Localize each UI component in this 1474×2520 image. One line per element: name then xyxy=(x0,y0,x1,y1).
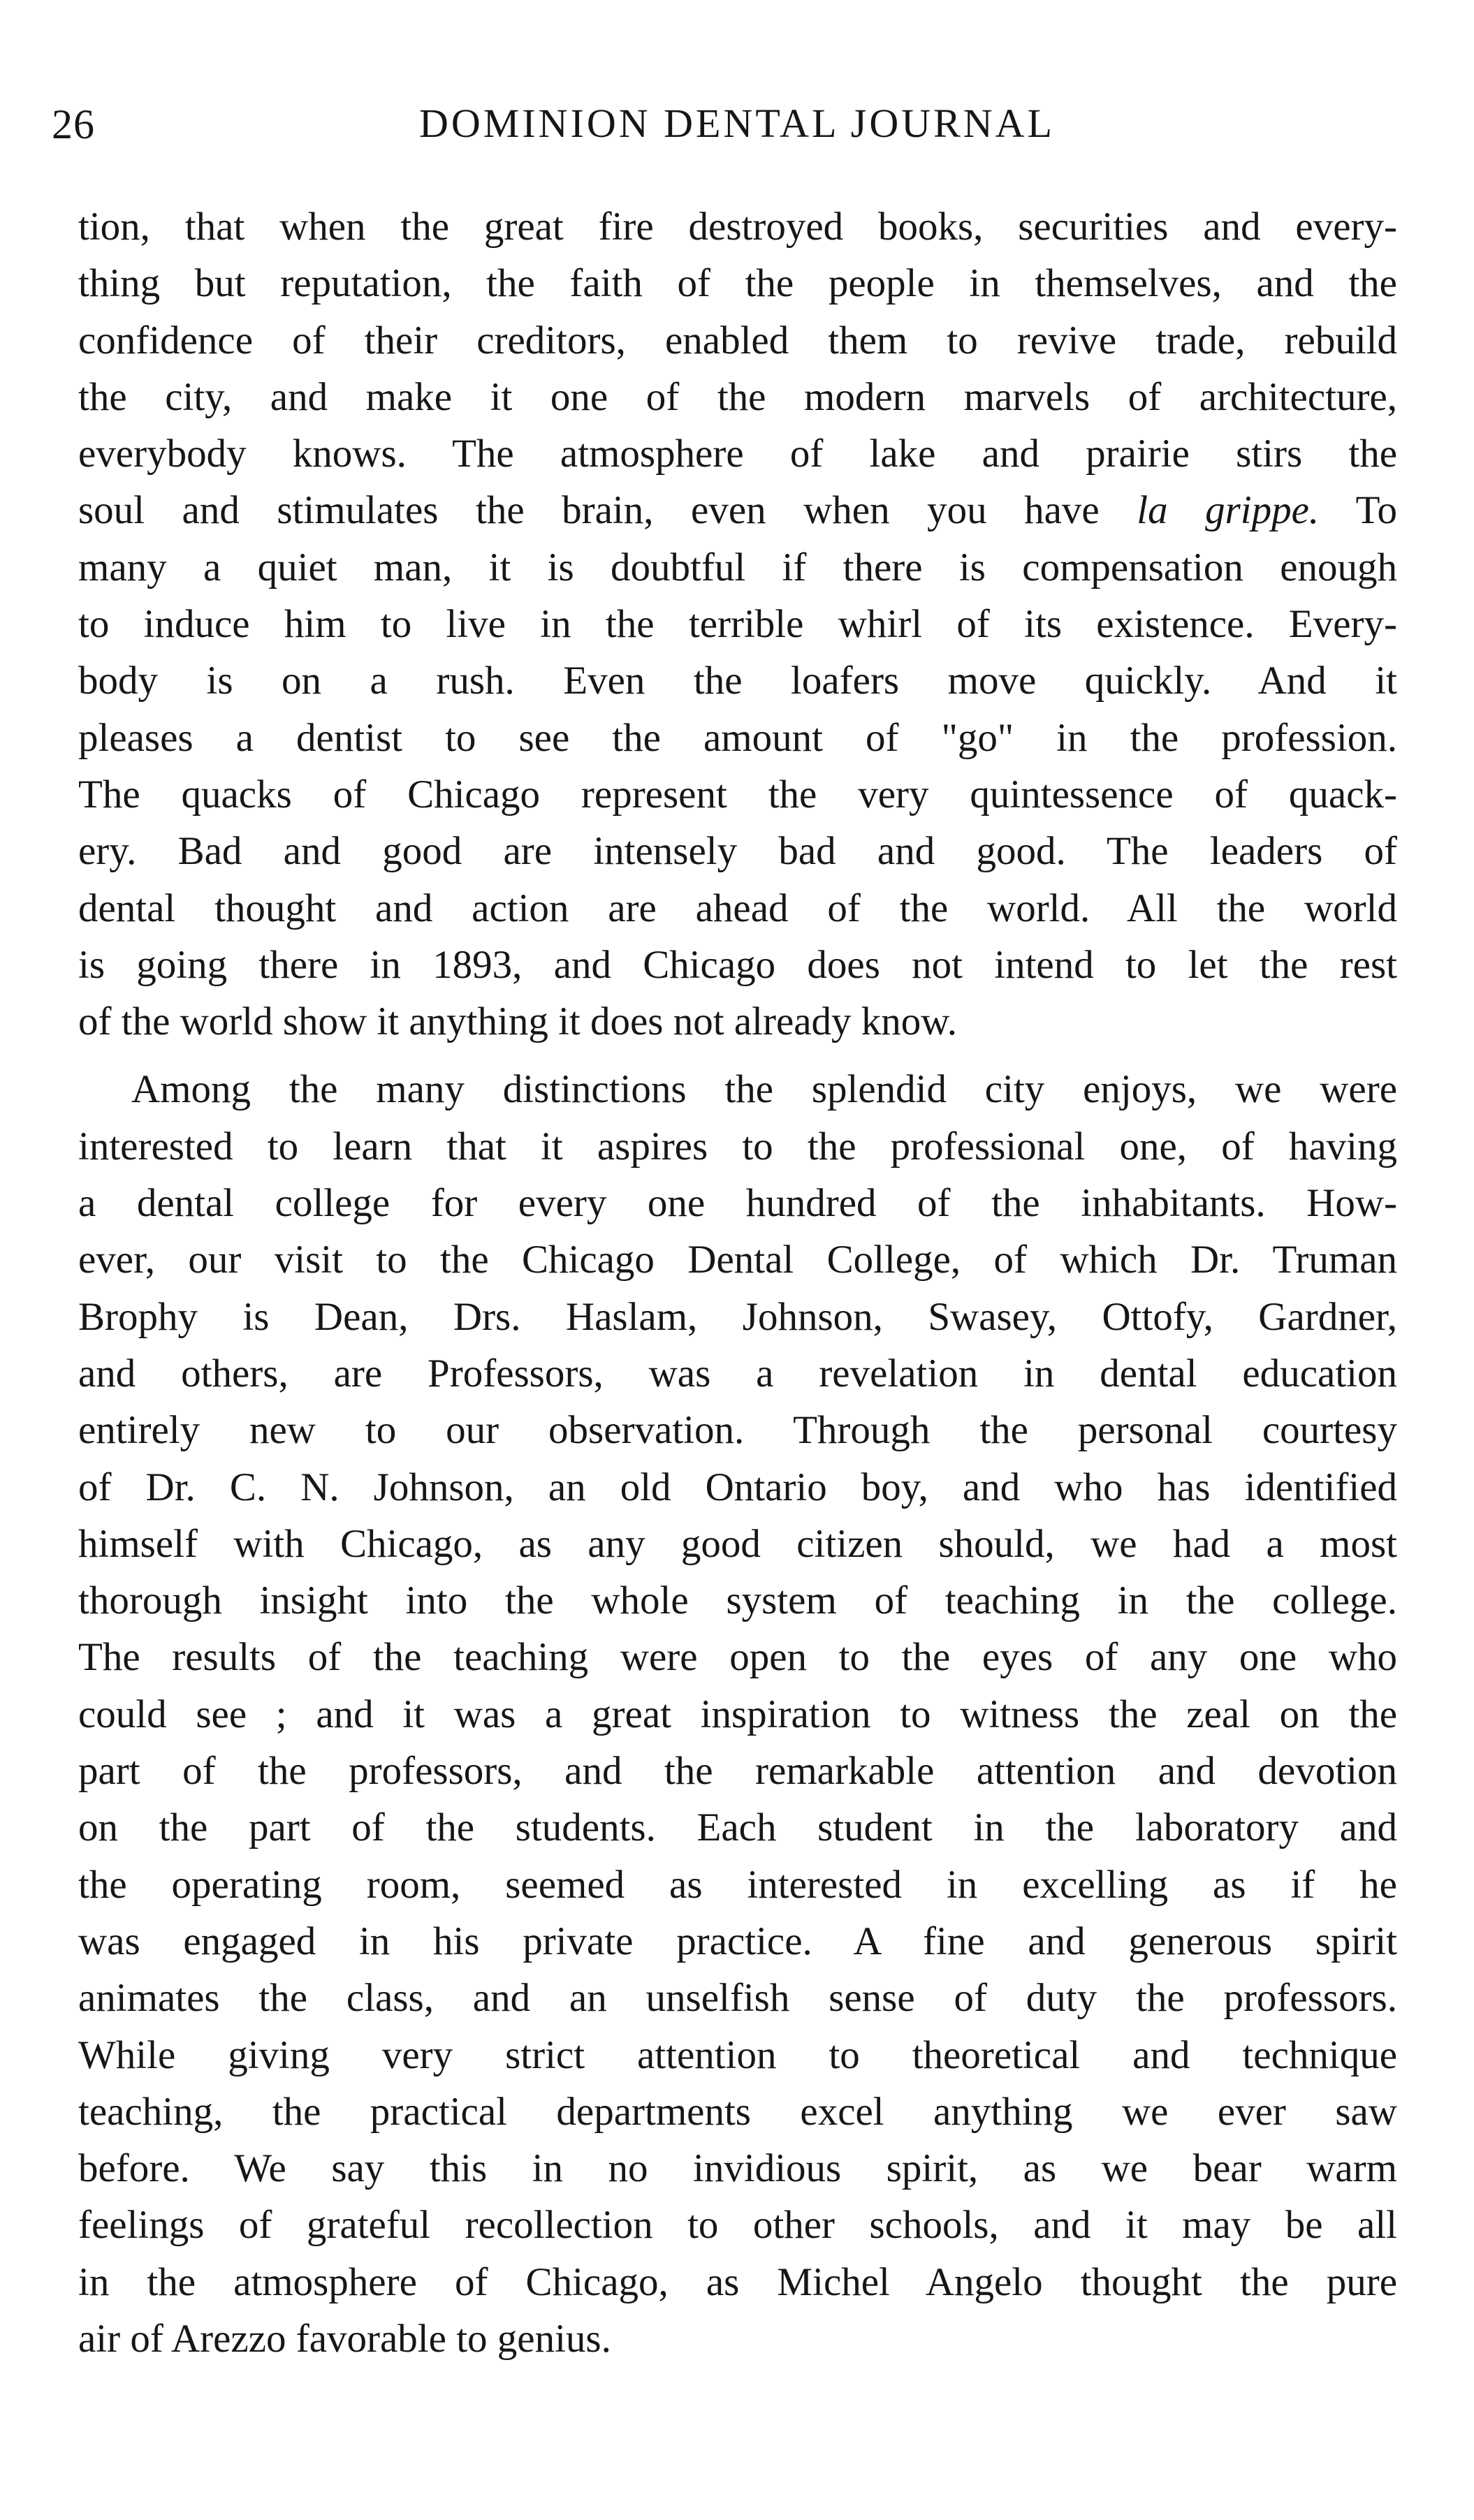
text-line: is going there in 1893, and Chicago does not intend to let the rest xyxy=(78,942,1397,987)
running-title: DOMINION DENTAL JOURNAL xyxy=(418,101,1055,146)
text-line: thing but reputation, the faith of the people in themselves, and the xyxy=(78,261,1397,306)
text-line: himself with Chicago, as any good citizen should, we had a most xyxy=(78,1521,1397,1566)
text-line: to induce him to live in the terrible whirl of its existence. Every- xyxy=(78,602,1397,647)
text-line: confidence of their creditors, enabled them to revive trade, rebuild xyxy=(78,318,1397,362)
text-line: The quacks of Chicago represent the very quintessence of quack- xyxy=(78,772,1397,816)
text-line: pleases a dentist to see the amount of "go" in the profession. xyxy=(78,715,1397,760)
text-line: was engaged in his private practice. A fine and generous spirit xyxy=(78,1919,1397,1963)
text-line: the city, and make it one of the modern marvels of architecture, xyxy=(78,374,1397,419)
text-line: teaching, the practical departments excel anything we ever saw xyxy=(78,2089,1397,2134)
text-line: body is on a rush. Even the loafers move quickly. And it xyxy=(78,659,1397,703)
text-line: feelings of grateful recollection to other schools, and it may be all xyxy=(78,2203,1397,2248)
text-line: and others, are Professors, was a revelation in dental education xyxy=(78,1351,1397,1395)
text-line xyxy=(78,482,1397,539)
text-line: ever, our visit to the Chicago Dental College, of which Dr. Truman xyxy=(78,1238,1397,1282)
text-line: could see ; and it was a great inspiration to witness the zeal on the xyxy=(78,1692,1397,1736)
text-line: Brophy is Dean, Drs. Haslam, Johnson, Swasey, Ottofy, Gardner, xyxy=(78,1294,1397,1339)
italic-phrase: la grippe. xyxy=(1137,488,1320,533)
text-line: entirely new to our observation. Through the personal courtesy xyxy=(78,1408,1397,1453)
text-line: interested to learn that it aspires to the professional one, of having xyxy=(78,1124,1397,1169)
text-line: dental thought and action are ahead of the world. All the world xyxy=(78,886,1397,930)
page-number: 26 xyxy=(52,101,95,147)
text-line: many a quiet man, it is doubtful if there is compensation enough xyxy=(78,545,1397,589)
text-line: thorough insight into the whole system of teaching in the college. xyxy=(78,1578,1397,1623)
text-line: a dental college for every one hundred of the inhabitants. How- xyxy=(78,1181,1397,1226)
text-line: of Dr. C. N. Johnson, an old Ontario boy, and who has identified xyxy=(78,1465,1397,1509)
text-line: ery. Bad and good are intensely bad and good. The leaders of xyxy=(78,829,1397,874)
text-line: of the world show it anything it does not already know. xyxy=(78,999,958,1044)
text-line: on the part of the students. Each student in the laboratory and xyxy=(78,1805,1397,1850)
body-text xyxy=(78,198,1397,2367)
text-line: part of the professors, and the remarkable attention and devotion xyxy=(78,1749,1397,1794)
text-line: in the atmosphere of Chicago, as Michel Angelo thought the pure xyxy=(78,2259,1397,2304)
text-line: everybody knows. The atmosphere of lake and prairie stirs the xyxy=(78,432,1397,476)
text-line-end: To xyxy=(1355,488,1397,533)
text-line: The results of the teaching were open to the eyes of any one who xyxy=(78,1635,1397,1680)
paragraph-2 xyxy=(78,1061,1397,2367)
text-line: Among the many distinctions the splendid city enjoys, we were xyxy=(131,1067,1397,1112)
paragraph-1 xyxy=(78,198,1397,1050)
text-line: the operating room, seemed as interested in excelling as if he xyxy=(78,1862,1397,1907)
text-line: While giving very strict attention to theoretical and technique xyxy=(78,2032,1397,2077)
text-line: animates the class, and an unselfish sense of duty the professors. xyxy=(78,1976,1397,2021)
text-line: tion, that when the great fire destroyed books, securities and every- xyxy=(78,205,1397,249)
text-line: before. We say this in no invidious spirit, as we bear warm xyxy=(78,2146,1397,2191)
text-line-start: soul and stimulates the brain, even when you have xyxy=(78,488,1100,533)
text-line: air of Arezzo favorable to genius. xyxy=(78,2316,611,2361)
